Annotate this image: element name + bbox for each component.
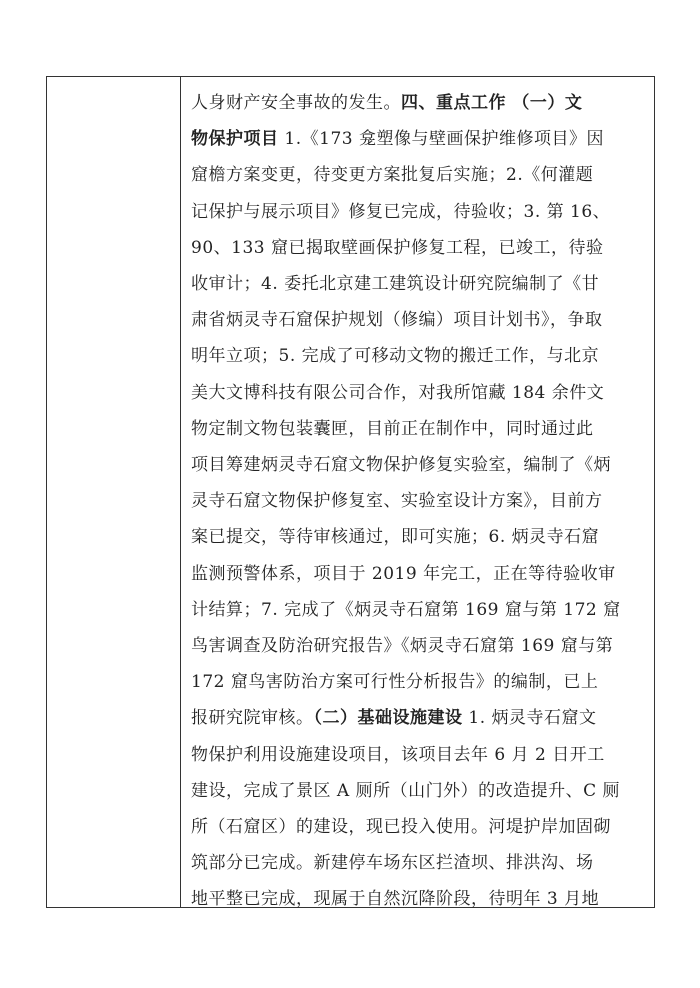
table-content-cell	[181, 77, 654, 910]
bold-text-segment: 物保护项目	[191, 129, 279, 150]
text-segment: 地平整已完成，现属于自然沉降阶段，待明年 3 月地	[191, 889, 600, 910]
text-line	[191, 419, 594, 439]
bold-text-segment: 四、重点工作 （一）文	[401, 93, 583, 113]
text-line	[191, 310, 603, 330]
text-segment: 美大文博科技有限公司合作，对我所馆藏 184 余件文	[191, 382, 605, 403]
text-segment: 项目筹建炳灵寺石窟文物保护修复实验室，编制了《炳	[191, 455, 611, 475]
text-line	[191, 202, 610, 222]
text-segment: 筑部分已完成。新建停车场东区拦渣坝、排洪沟、场	[191, 853, 594, 874]
bold-text-segment: （二）基础设施建设	[313, 708, 463, 729]
text-segment: 计结算；7. 完成了《炳灵寺石窟第 169 窟与第 172 窟	[191, 599, 621, 620]
text-segment: 172 窟鸟害防治方案可行性分析报告》的编制，已上	[191, 672, 599, 693]
text-line	[191, 853, 594, 873]
text-segment: 记保护与展示项目》修复已完成，待验收；3. 第 16、	[191, 201, 611, 222]
text-segment: 物保护利用设施建设项目，该项目去年 6 月 2 日开工	[191, 744, 605, 765]
text-line	[191, 455, 611, 475]
text-segment: 案已提交，等待审核通过，即可实施；6. 炳灵寺石窟	[191, 527, 600, 548]
text-line	[191, 383, 604, 403]
text-line	[191, 238, 603, 258]
text-segment: 90、133 窟已揭取壁画保护修复工程，已竣工，待验	[191, 237, 604, 258]
text-line	[191, 165, 593, 185]
text-segment: 灵寺石窟文物保护修复室、实验室设计方案》，目前方	[191, 491, 603, 512]
text-line	[191, 600, 621, 620]
text-line	[191, 274, 599, 294]
text-line	[191, 889, 599, 909]
text-line	[191, 129, 604, 149]
text-line	[191, 672, 598, 692]
text-segment: 1.《173 龛塑像与壁画保护维修项目》因	[278, 129, 604, 150]
text-line	[191, 708, 597, 728]
text-line	[191, 817, 611, 837]
text-segment: 肃省炳灵寺石窟保护规划（修编）项目计划书》，争取	[191, 310, 603, 331]
text-segment: 窟檐方案变更，待变更方案批复后实施；2.《何灌题	[191, 165, 594, 186]
text-segment: 收审计；4. 委托北京建工建筑设计研究院编制了《甘	[191, 274, 600, 294]
text-line	[191, 491, 603, 511]
text-segment: 1. 炳灵寺石窟文	[462, 708, 597, 729]
text-line	[191, 527, 599, 547]
text-line	[191, 564, 616, 584]
text-line	[191, 346, 599, 366]
text-segment: 监测预警体系，项目于 2019 年完工，正在等待验收审	[191, 563, 616, 584]
text-segment: 明年立项；5. 完成了可移动文物的搬迁工作，与北京	[191, 346, 600, 367]
text-segment: 所（石窟区）的建设，现已投入使用。河堤护岸加固砌	[191, 817, 611, 837]
text-line	[191, 745, 605, 765]
text-segment: 建设，完成了景区 A 厕所（山门外）的改造提升、C 厕	[191, 780, 620, 801]
text-segment: 报研究院审核。	[191, 708, 314, 729]
text-segment: 鸟害调查及防治研究报告》《炳灵寺石窟第 169 窟与第	[191, 636, 614, 656]
text-line	[191, 781, 620, 801]
text-segment: 物定制文物包装囊匣，目前正在制作中，同时通过此	[191, 418, 594, 439]
table-label-column	[47, 77, 181, 907]
text-line	[191, 636, 613, 656]
document-table	[46, 76, 655, 908]
text-segment: 人身财产安全事故的发生。	[191, 93, 401, 113]
text-line	[191, 93, 582, 113]
